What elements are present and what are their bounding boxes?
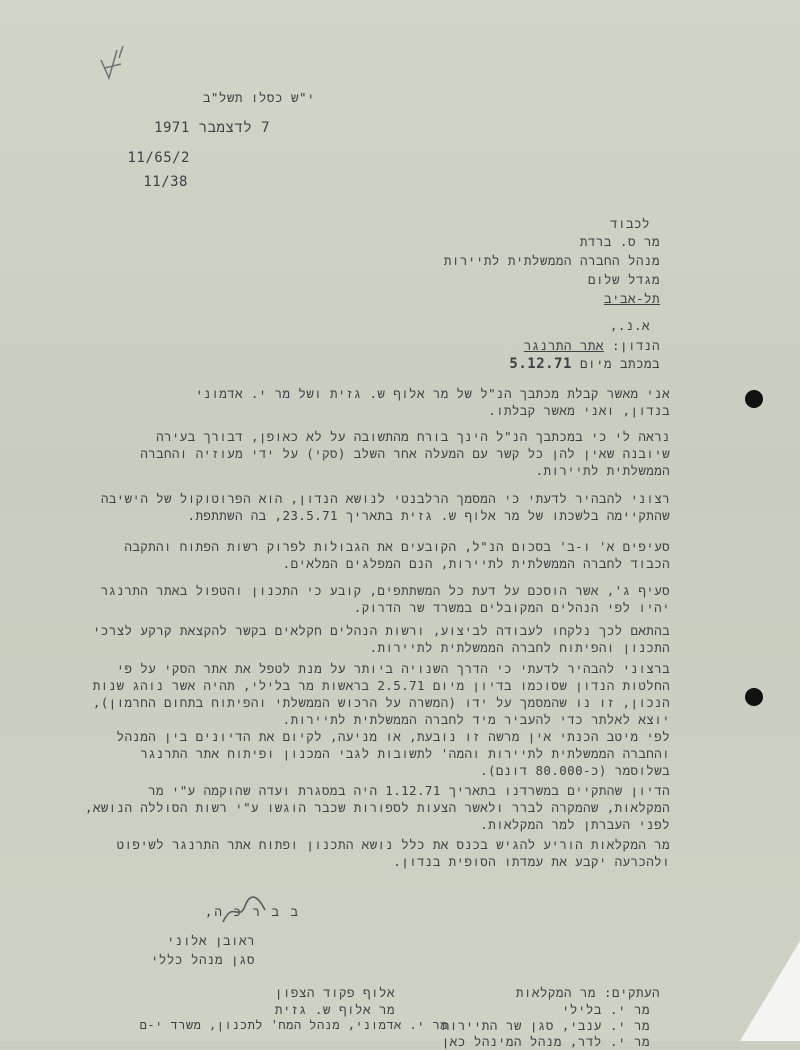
paragraph-8: לפי מיטב הכנתי אין מרשה זו נובעת, או מניעה, לקיום את הדיונים בין המנהל והחברה הממשלתית לתיירות והמה' לתשובות לגבי המכנון ופיתוח אתר התרנגר בשלוסמר (כ-80.000 דונם).	[116, 729, 670, 778]
paragraph-1: אני מאשר קבלת מכתבך הנ"ל של מר אלוף ש. גזית ושל מר י. אדמוני בנדון, ואני מאשר קבלתו.	[195, 386, 670, 418]
subject-ref-prefix: במכתב מיום	[579, 356, 660, 371]
paragraph-10: מר המקלאות הוריע להגיש בכנס את כלל נושא התכנון ופתוח אתר התרנגר לשיפוט ולהכרעה יקבע את עמדתו הסופית בנדון.	[116, 837, 670, 869]
paragraph-9: הדיון שהתקיים במשרדנו בתאריך 1.12.71 היה במסגרת ועדה שהוקמה ע"י מר המקלאות, שהמקרה לברר ולאשר הצעות לספורות שכבר הוגשו ע"י רשות הסוללה הנושא, לפני העברתן למר המקלאות.	[84, 783, 670, 832]
greeting: א.נ.,	[609, 318, 650, 333]
torn-corner	[740, 941, 800, 1041]
subject-ref-date: 5.12.71	[509, 356, 572, 372]
copies-left-line-2: מר י. אדמוני, מנהל המח' לתכנון, משרד י-ם	[139, 1018, 448, 1032]
signoff-title: סגן מנהל כללי	[150, 952, 255, 967]
subject-title: אתר התרנגר	[523, 338, 604, 353]
signoff-name: ראובן אלוני	[166, 933, 255, 948]
handwritten-check-mark	[95, 38, 135, 88]
addressee-city: תל-אביב	[603, 291, 660, 306]
copies-right-title: העתקים: מר המקלאות	[515, 985, 660, 1000]
addressee-to: לכבוד	[609, 216, 650, 231]
paragraph-4: סעיפים א' ו-ב' בסכום הנ"ל, הקובעים את הגבולות לפרוק רשות הפתוח והתקבה הכבוד לחברה הממשלתית לתיירות, הנם המפלגים המלאים.	[124, 539, 670, 571]
hebrew-date: י"ש כסלו תשל"ב	[202, 90, 315, 105]
paragraph-6: בהתאם לכך נלקחו לעבודה לביצוע, ורשות הנהלים חקלאים בקשר להקצאת קרקע לצרכי התכנון והפיתוח לחברה הממשלתית לתיירות.	[92, 623, 670, 655]
subject-label: הנדון:	[611, 338, 660, 353]
subject-reference	[509, 356, 660, 372]
reference-number-1: 11/65/2	[127, 150, 190, 166]
paragraph-5: סעיף ג', אשר הוסכם על דעת כל המשתתפים, קובע כי התכנון והטפול באתר התרנגר יהיו לפי הנהלים המקובלים במשרד שר הדרוק.	[100, 583, 670, 615]
copies-right-line-2: מר י. ענבי, סגן שר התיירות	[441, 1018, 650, 1033]
signoff-closing: ב ב ר כ ה,	[204, 904, 300, 919]
paragraph-2: נראה לי כי במכתבך הנ"ל הינך בורח מהתשובה על לא כאופן, דבורך בעירה שיובנה שאין להן כל קשר עם המעלה אחר השלב (סקי) על ידי מעוזיה והחברה הממשלתית לתיירות.	[140, 429, 670, 478]
punch-hole-top	[745, 390, 763, 408]
copies-right-line-1: מר י. בלילי	[561, 1002, 650, 1017]
copies-right-line-3: מר י. לדר, מנהל המינהל כאן	[441, 1034, 650, 1049]
copies-left-line-1: מר אלוף ש. גזית	[274, 1002, 395, 1017]
subject-line	[524, 338, 660, 354]
addressee-name: מר ס. ברדת	[579, 234, 660, 249]
addressee-building: מגדל שלום	[587, 272, 660, 287]
copies-left-title: אלוף פקוד הצפון	[274, 985, 395, 1000]
punch-hole-bottom	[745, 688, 763, 706]
paragraph-7: ברצוני להבהיר לדעתי כי הדרך השנויה ביותר על מנת לטפל את אתר הסקי על פי החלטות הנדון שסוכמו בדיון מיום 2.5.71 בראשות מר בלילי, תהיה אשר נוהג שנות הנכון, זו נו שהמסמך על ידו (המשרה על הרכוש הממשלתי והפיתוח בתחום החרמון), יוצא לאלתר כדי להעביר מיד לחברה הממשלתית לתיירות.	[92, 661, 670, 727]
addressee-role: מנהל החברה הממשלתית לתיירות	[443, 253, 660, 268]
gregorian-date: 7 לדצמבר 1971	[154, 120, 270, 136]
reference-number-2: 11/38	[143, 174, 188, 190]
handwritten-signature	[215, 892, 275, 932]
paragraph-3: רצוני להבהיר לדעתי כי המסמך הרלבנטי לנושא הנדון, הוא הפרוטוקול של הישיבה שהתקיימה בלשכתו של מר אלוף ש. גזית בתאריך 23.5.71, בה השתתפת.	[100, 491, 670, 523]
